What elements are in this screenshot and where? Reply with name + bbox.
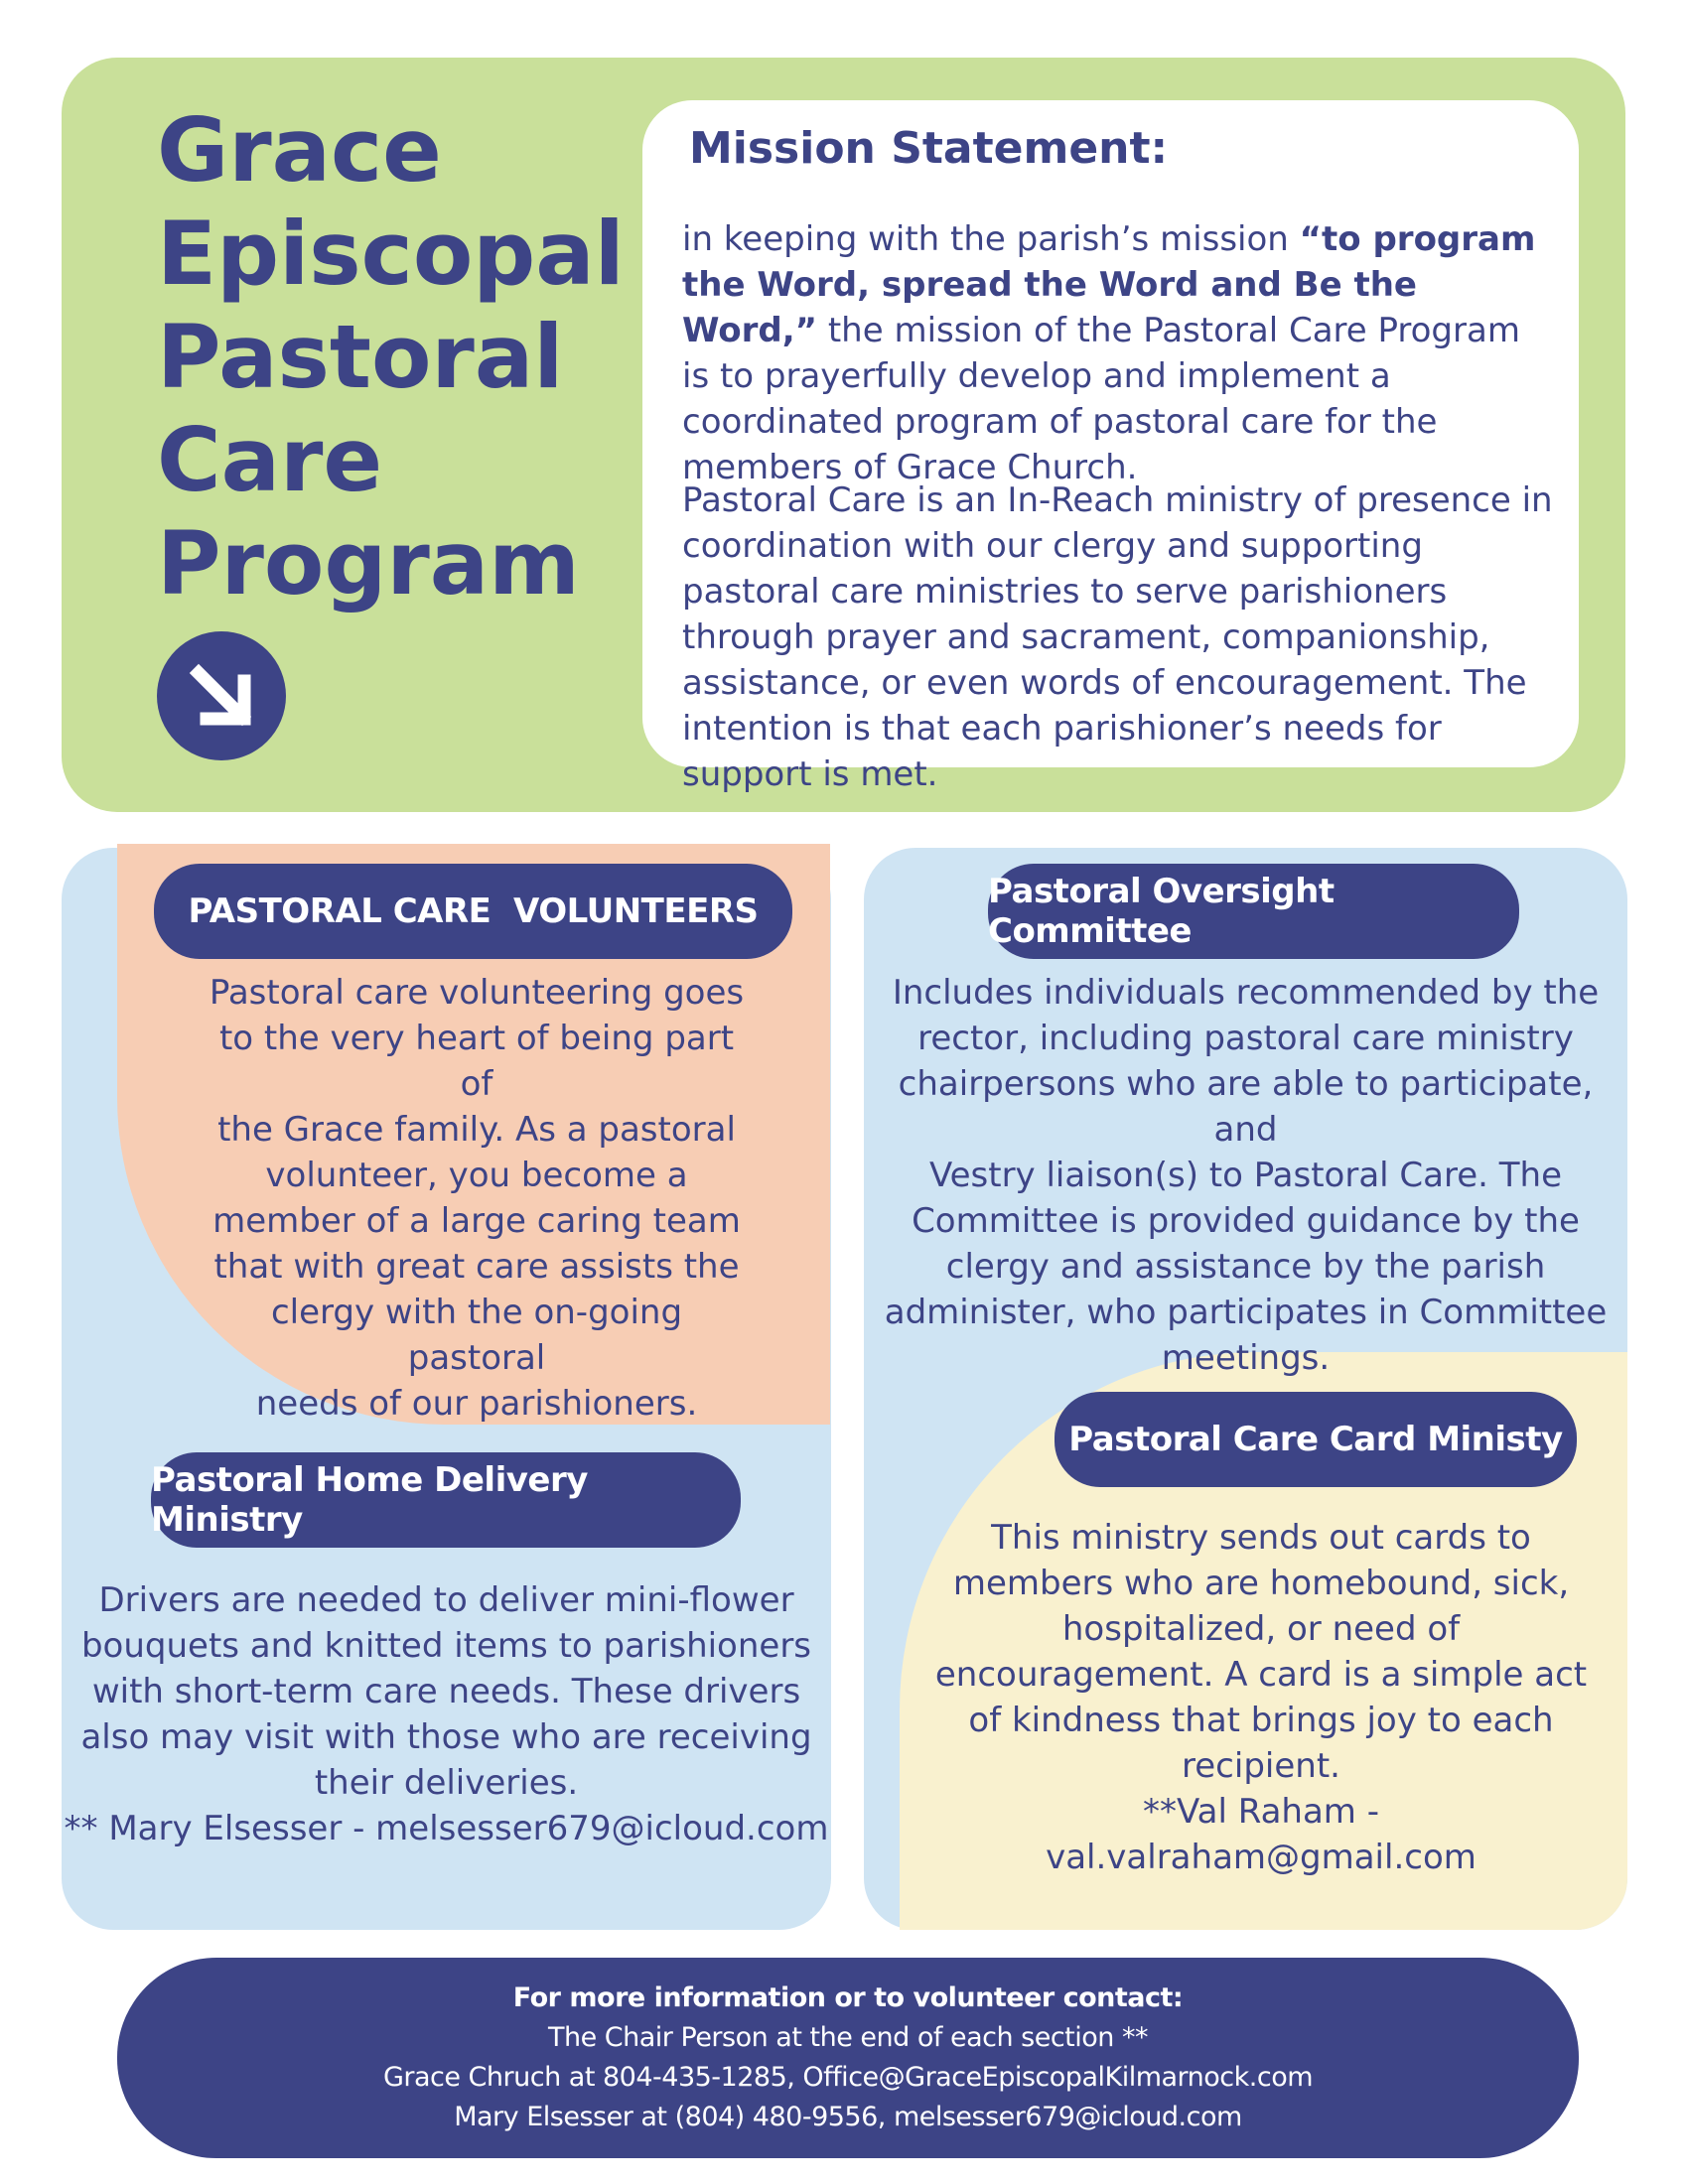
- text-line: with short-term care needs. These drivers: [91, 1672, 801, 1711]
- title-line: Grace: [157, 99, 442, 202]
- mission-quote: “to program the Word, spread the Word and Be the Word,”: [682, 219, 1536, 350]
- text-line: members who are homebound, sick,: [952, 1564, 1570, 1603]
- mission-text: the mission of the Pastoral Care Program is to prayerfully develop and implement a coordinated program of pastoral care for the members of Grace Church.: [682, 311, 1520, 487]
- arrow-down-right-icon: [157, 631, 286, 760]
- footer-line: The Chair Person at the end of each section **: [548, 2022, 1148, 2053]
- volunteers-heading: PASTORAL CARE VOLUNTEERS: [154, 864, 792, 959]
- title-line: Pastoral: [157, 306, 564, 408]
- text-line: Includes individuals recommended by the: [892, 973, 1600, 1013]
- text-line: Drivers are needed to deliver mini-flower: [98, 1580, 794, 1620]
- title-line: Care: [157, 409, 383, 511]
- text-line: volunteer, you become a: [265, 1156, 688, 1195]
- mission-heading: Mission Statement:: [689, 123, 1169, 174]
- text-line: bouquets and knitted items to parishioners: [80, 1626, 812, 1666]
- text-line: hospitalized, or need of: [1061, 1609, 1461, 1649]
- text-line: their deliveries.: [314, 1763, 579, 1803]
- footer-contact-line: Grace Chruch at 804-435-1285, Office@GraceEpiscopalKilmarnock.com: [382, 2062, 1314, 2093]
- text-line: rector, including pastoral care ministry: [917, 1019, 1574, 1058]
- text-line: chairpersons who are able to participate, and: [898, 1064, 1594, 1150]
- card-ministry-text: [933, 1515, 1589, 1880]
- text-line: also may visit with those who are receiving: [80, 1717, 812, 1757]
- text-line: This ministry sends out cards to: [991, 1518, 1531, 1558]
- text-line: to the very heart of being part of: [218, 1019, 735, 1104]
- text-line: the Grace family. As a pastoral: [217, 1110, 736, 1150]
- mission-paragraph: Pastoral Care is an In-Reach ministry of presence in coordination with our clergy and supporting pastoral care ministries to serve parishioners through prayer and sacrament, companionship, assistance, or even words of encouragement. The intention is that each parishioner’s needs for support is met.: [682, 480, 1553, 794]
- text-line: member of a large caring team: [212, 1201, 741, 1241]
- home-delivery-text: [62, 1577, 831, 1851]
- volunteers-text: [209, 970, 745, 1427]
- text-line: that with great care assists the: [213, 1247, 740, 1287]
- contact-line: ** Mary Elsesser - melsesser679@icloud.com: [64, 1809, 829, 1848]
- text-line: of kindness that brings joy to each: [968, 1701, 1554, 1740]
- text-line: clergy and assistance by the parish: [945, 1247, 1546, 1287]
- oversight-heading: Pastoral Oversight Committee: [988, 864, 1519, 959]
- title-line: Episcopal: [157, 203, 625, 305]
- text-line: Pastoral care volunteering goes: [209, 973, 745, 1013]
- home-delivery-heading: Pastoral Home Delivery Ministry: [151, 1452, 741, 1548]
- text-line: recipient.: [1182, 1746, 1340, 1786]
- oversight-text: [864, 970, 1627, 1381]
- text-line: Committee is provided guidance by the: [912, 1201, 1580, 1241]
- mission-paragraph: [682, 216, 1556, 490]
- text-line: administer, who participates in Committee: [884, 1293, 1608, 1332]
- footer-contact-line: Mary Elsesser at (804) 480-9556, melsesser679@icloud.com: [454, 2102, 1242, 2132]
- card-ministry-heading: Pastoral Care Card Ministy: [1055, 1392, 1577, 1487]
- program-title: [157, 99, 624, 615]
- footer-heading: For more information or to volunteer contact:: [512, 1982, 1184, 2013]
- contact-line: **Val Raham - val.valraham@gmail.com: [1046, 1792, 1477, 1877]
- text-line: encouragement. A card is a simple act: [934, 1655, 1588, 1695]
- text-line: clergy with the on-going pastoral: [270, 1293, 683, 1378]
- mission-text: in keeping with the parish’s mission: [682, 219, 1300, 259]
- text-line: meetings.: [1161, 1338, 1331, 1378]
- title-line: Program: [157, 512, 580, 614]
- text-line: needs of our parishioners.: [255, 1384, 698, 1424]
- text-line: Vestry liaison(s) to Pastoral Care. The: [928, 1156, 1563, 1195]
